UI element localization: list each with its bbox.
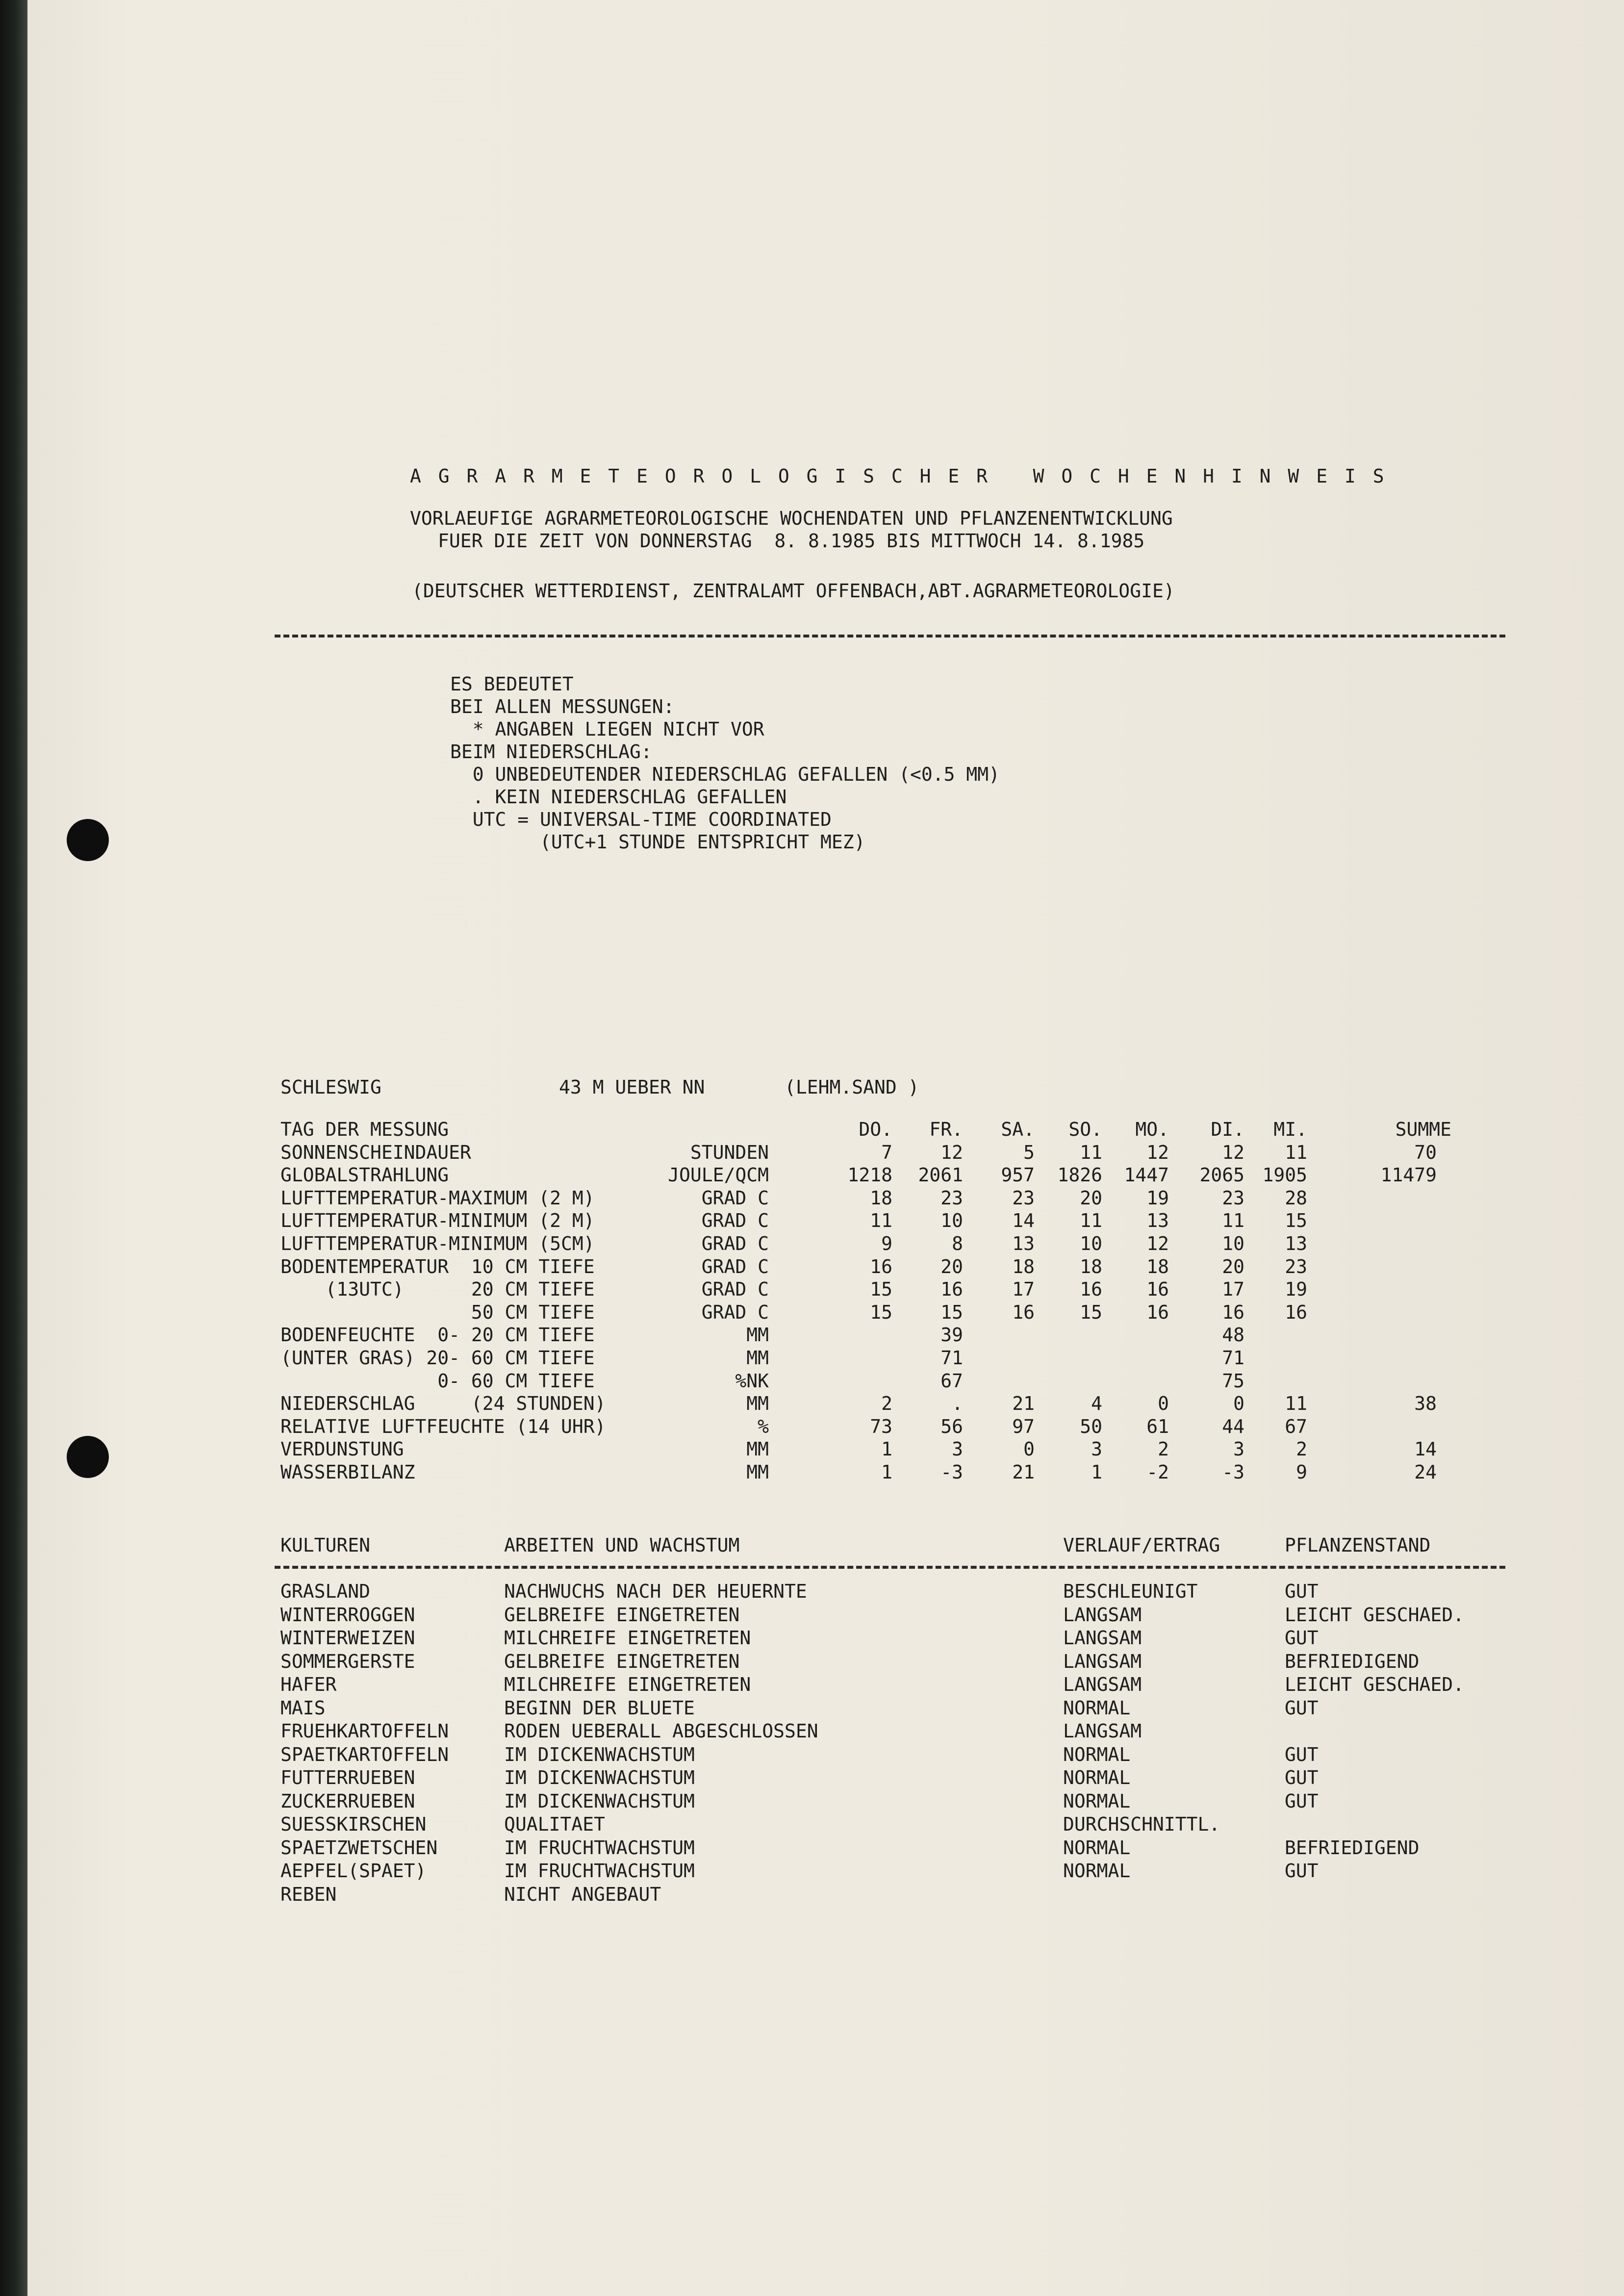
- crop-progress: NORMAL: [1063, 1860, 1131, 1882]
- crop-activity: IM DICKENWACHSTUM: [504, 1790, 695, 1812]
- sum-header: SUMME: [1395, 1119, 1451, 1140]
- weather-row-unit: MM: [746, 1438, 769, 1460]
- crop-progress: NORMAL: [1063, 1743, 1131, 1765]
- weather-sum: 70: [1414, 1141, 1437, 1163]
- crop-activity: RODEN UEBERALL ABGESCHLOSSEN: [504, 1720, 818, 1742]
- weather-value: 12: [940, 1141, 963, 1163]
- crop-name: HAFER: [280, 1674, 337, 1695]
- crop-condition: GUT: [1285, 1767, 1319, 1788]
- crop-condition: LEICHT GESCHAED.: [1285, 1674, 1465, 1695]
- day-header: MI.: [1273, 1119, 1307, 1140]
- weather-value: 17: [1012, 1278, 1035, 1301]
- crops-header: PFLANZENSTAND: [1285, 1534, 1431, 1556]
- weather-value: 67: [940, 1370, 963, 1392]
- weather-value: 20: [940, 1255, 963, 1277]
- weather-value: -2: [1146, 1461, 1169, 1483]
- header-divider: [275, 635, 1505, 638]
- weather-value: 7: [881, 1141, 892, 1163]
- weather-value: 9: [1296, 1461, 1307, 1483]
- weather-row-unit: MM: [746, 1324, 769, 1346]
- weather-value: 2: [1158, 1438, 1169, 1460]
- weather-value: .: [952, 1393, 963, 1415]
- legend-line: BEI ALLEN MESSUNGEN:: [450, 696, 675, 717]
- weather-row-unit: %NK: [735, 1370, 769, 1392]
- weather-value: 13: [1012, 1233, 1035, 1254]
- crops-header: KULTUREN: [280, 1534, 371, 1556]
- legend-line: . KEIN NIEDERSCHLAG GEFALLEN: [450, 786, 787, 808]
- punch-hole-top: [67, 819, 109, 861]
- crop-progress: LANGSAM: [1063, 1720, 1142, 1742]
- crop-condition: GUT: [1285, 1860, 1319, 1882]
- crop-name: FUTTERRUEBEN: [280, 1767, 415, 1788]
- crop-name: SPAETKARTOFFELN: [280, 1743, 449, 1765]
- weather-value: 9: [881, 1233, 892, 1254]
- weather-row-unit: GRAD C: [701, 1278, 769, 1301]
- crop-progress: NORMAL: [1063, 1767, 1131, 1788]
- report-title: A G R A R M E T E O R O L O G I S C H E R W O C H E N H I N W E I S: [410, 465, 1387, 487]
- weather-value: 1: [1091, 1461, 1102, 1483]
- crop-condition: BEFRIEDIGEND: [1285, 1650, 1420, 1672]
- weather-value: 67: [1285, 1415, 1307, 1437]
- weather-value: 44: [1222, 1415, 1244, 1437]
- legend-line: UTC = UNIVERSAL-TIME COORDINATED: [450, 809, 832, 830]
- weather-value: 5: [1023, 1141, 1035, 1163]
- weather-value: 10: [1080, 1233, 1102, 1254]
- weather-value: 97: [1012, 1415, 1035, 1437]
- weather-row-unit: %: [758, 1415, 769, 1437]
- weather-row-label: LUFTTEMPERATUR-MINIMUM (5CM): [280, 1233, 595, 1254]
- weather-row-label: 50 CM TIEFE: [280, 1301, 595, 1323]
- weather-value: 18: [870, 1187, 892, 1209]
- weather-row-unit: GRAD C: [701, 1255, 769, 1277]
- legend-line: 0 UNBEDEUTENDER NIEDERSCHLAG GEFALLEN (<0.5 MM): [450, 764, 1000, 785]
- crop-progress: NORMAL: [1063, 1837, 1131, 1859]
- crop-condition: GUT: [1285, 1697, 1319, 1719]
- weather-row-label: WASSERBILANZ: [280, 1461, 415, 1483]
- station-elevation: 43 M UEBER NN: [559, 1076, 705, 1098]
- weather-value: 11: [1285, 1141, 1307, 1163]
- weather-value: 23: [1012, 1187, 1035, 1209]
- crop-name: SPAETZWETSCHEN: [280, 1837, 438, 1859]
- weather-value: 8: [952, 1233, 963, 1254]
- crop-activity: BEGINN DER BLUETE: [504, 1697, 695, 1719]
- weather-value: 50: [1080, 1415, 1102, 1437]
- crop-condition: GUT: [1285, 1743, 1319, 1765]
- weather-value: 1218: [847, 1164, 892, 1186]
- day-header: SO.: [1068, 1119, 1102, 1140]
- crop-condition: BEFRIEDIGEND: [1285, 1837, 1420, 1859]
- weather-value: 16: [1285, 1301, 1307, 1323]
- crop-progress: DURCHSCHNITTL.: [1063, 1813, 1220, 1835]
- weather-value: 2: [881, 1393, 892, 1415]
- day-header: DO.: [859, 1119, 892, 1140]
- crop-name: REBEN: [280, 1883, 337, 1905]
- weather-value: 15: [870, 1278, 892, 1301]
- crop-progress: LANGSAM: [1063, 1604, 1142, 1626]
- crops-header-divider: [275, 1566, 1505, 1569]
- crop-activity: NICHT ANGEBAUT: [504, 1883, 661, 1905]
- crop-name: WINTERROGGEN: [280, 1604, 415, 1626]
- weather-sum: 14: [1414, 1438, 1437, 1460]
- punch-hole-bottom: [67, 1436, 109, 1478]
- weather-row-label: 0- 60 CM TIEFE: [280, 1370, 595, 1392]
- weather-sum: 38: [1414, 1393, 1437, 1415]
- weather-value: 11: [1080, 1141, 1102, 1163]
- weather-value: 10: [940, 1210, 963, 1232]
- weather-value: 18: [1080, 1255, 1102, 1277]
- weather-value: 28: [1285, 1187, 1307, 1209]
- weather-value: 10: [1222, 1233, 1244, 1254]
- crop-activity: QUALITAET: [504, 1813, 605, 1835]
- station-name: SCHLESWIG: [280, 1076, 381, 1098]
- weather-value: 15: [1285, 1210, 1307, 1232]
- weather-value: 48: [1222, 1324, 1244, 1346]
- weather-value: 1: [881, 1461, 892, 1483]
- weather-row-label: LUFTTEMPERATUR-MINIMUM (2 M): [280, 1210, 595, 1232]
- weather-value: 3: [1091, 1438, 1102, 1460]
- legend-line: ES BEDEUTET: [450, 673, 574, 695]
- weather-value: 0: [1158, 1393, 1169, 1415]
- scan-edge-strip: [0, 0, 27, 2296]
- day-header: MO.: [1135, 1119, 1169, 1140]
- weather-value: 20: [1080, 1187, 1102, 1209]
- weather-row-unit: GRAD C: [701, 1187, 769, 1209]
- crop-activity: IM DICKENWACHSTUM: [504, 1767, 695, 1788]
- weather-value: 75: [1222, 1370, 1244, 1392]
- weather-value: 3: [952, 1438, 963, 1460]
- crop-name: GRASLAND: [280, 1581, 371, 1602]
- crop-activity: NACHWUCHS NACH DER HEUERNTE: [504, 1581, 807, 1602]
- crop-progress: NORMAL: [1063, 1790, 1131, 1812]
- weather-value: 15: [1080, 1301, 1102, 1323]
- weather-value: 18: [1146, 1255, 1169, 1277]
- crops-header: VERLAUF/ERTRAG: [1063, 1534, 1220, 1556]
- crop-condition: GUT: [1285, 1790, 1319, 1812]
- crop-condition: LEICHT GESCHAED.: [1285, 1604, 1465, 1626]
- crop-activity: IM FRUCHTWACHSTUM: [504, 1837, 695, 1859]
- crop-progress: LANGSAM: [1063, 1650, 1142, 1672]
- weather-value: 73: [870, 1415, 892, 1437]
- crop-name: FRUEHKARTOFFELN: [280, 1720, 449, 1742]
- crop-name: SOMMERGERSTE: [280, 1650, 415, 1672]
- weather-value: 1905: [1262, 1164, 1307, 1186]
- weather-value: 16: [1222, 1301, 1244, 1323]
- weather-value: 16: [1146, 1278, 1169, 1301]
- report-subtitle-1: VORLAEUFIGE AGRARMETEOROLOGISCHE WOCHENDATEN UND PFLANZENENTWICKLUNG: [410, 508, 1173, 529]
- weather-value: 23: [1222, 1187, 1244, 1209]
- weather-sum: 24: [1414, 1461, 1437, 1483]
- weather-row-label: LUFTTEMPERATUR-MAXIMUM (2 M): [280, 1187, 595, 1209]
- weather-value: 61: [1146, 1415, 1169, 1437]
- weather-value: 23: [940, 1187, 963, 1209]
- crop-name: SUESSKIRSCHEN: [280, 1813, 427, 1835]
- weather-value: 1: [881, 1438, 892, 1460]
- weather-value: 16: [870, 1255, 892, 1277]
- weather-value: 2: [1296, 1438, 1307, 1460]
- legend-line: * ANGABEN LIEGEN NICHT VOR: [450, 718, 764, 740]
- day-header: DI.: [1211, 1119, 1244, 1140]
- weather-row-unit: STUNDEN: [690, 1141, 769, 1163]
- weather-value: 17: [1222, 1278, 1244, 1301]
- crop-activity: MILCHREIFE EINGETRETEN: [504, 1627, 751, 1649]
- crop-activity: GELBREIFE EINGETRETEN: [504, 1604, 740, 1626]
- crop-condition: GUT: [1285, 1581, 1319, 1602]
- weather-value: 16: [1080, 1278, 1102, 1301]
- weather-row-unit: MM: [746, 1347, 769, 1369]
- weather-value: 3: [1233, 1438, 1244, 1460]
- crop-activity: GELBREIFE EINGETRETEN: [504, 1650, 740, 1672]
- crop-condition: GUT: [1285, 1627, 1319, 1649]
- weather-row-unit: MM: [746, 1393, 769, 1415]
- weather-row-label: RELATIVE LUFTFEUCHTE (14 UHR): [280, 1415, 606, 1437]
- crop-name: ZUCKERRUEBEN: [280, 1790, 415, 1812]
- weather-value: 23: [1285, 1255, 1307, 1277]
- weather-value: 13: [1146, 1210, 1169, 1232]
- weather-value: -3: [1222, 1461, 1244, 1483]
- weather-value: 4: [1091, 1393, 1102, 1415]
- weather-row-unit: MM: [746, 1461, 769, 1483]
- weather-row-unit: GRAD C: [701, 1301, 769, 1323]
- weather-value: 71: [940, 1347, 963, 1369]
- weather-row-label: BODENFEUCHTE 0- 20 CM TIEFE: [280, 1324, 595, 1346]
- legend-line: BEIM NIEDERSCHLAG:: [450, 741, 652, 763]
- weather-value: 20: [1222, 1255, 1244, 1277]
- weather-value: 957: [1001, 1164, 1035, 1186]
- weather-value: 13: [1285, 1233, 1307, 1254]
- weather-value: 21: [1012, 1461, 1035, 1483]
- crop-name: AEPFEL(SPAET): [280, 1860, 427, 1882]
- station-soil: (LEHM.SAND ): [785, 1076, 919, 1098]
- weather-value: 11: [1285, 1393, 1307, 1415]
- weather-row-label: VERDUNSTUNG: [280, 1438, 404, 1460]
- crop-activity: MILCHREIFE EINGETRETEN: [504, 1674, 751, 1695]
- weather-row-label: BODENTEMPERATUR 10 CM TIEFE: [280, 1255, 595, 1277]
- weather-value: 56: [940, 1415, 963, 1437]
- crop-progress: LANGSAM: [1063, 1627, 1142, 1649]
- weather-value: 15: [940, 1301, 963, 1323]
- report-subtitle-2: FUER DIE ZEIT VON DONNERSTAG 8. 8.1985 BIS MITTWOCH 14. 8.1985: [438, 530, 1145, 552]
- weather-value: 39: [940, 1324, 963, 1346]
- weather-value: 12: [1146, 1233, 1169, 1254]
- weather-value: 71: [1222, 1347, 1244, 1369]
- weather-value: 0: [1023, 1438, 1035, 1460]
- weather-value: 11: [870, 1210, 892, 1232]
- weather-value: 12: [1222, 1141, 1244, 1163]
- weather-value: 2065: [1199, 1164, 1244, 1186]
- weather-value: -3: [940, 1461, 963, 1483]
- weather-value: 11: [1080, 1210, 1102, 1232]
- weather-value: 1826: [1057, 1164, 1102, 1186]
- weather-row-label: NIEDERSCHLAG (24 STUNDEN): [280, 1393, 606, 1415]
- day-header: FR.: [929, 1119, 963, 1140]
- weather-value: 18: [1012, 1255, 1035, 1277]
- weather-value: 21: [1012, 1393, 1035, 1415]
- weather-row-unit: GRAD C: [701, 1233, 769, 1254]
- weather-row-label: SONNENSCHEINDAUER: [280, 1141, 471, 1163]
- weather-header-label: TAG DER MESSUNG: [280, 1119, 449, 1140]
- crop-activity: IM FRUCHTWACHSTUM: [504, 1860, 695, 1882]
- day-header: SA.: [1001, 1119, 1035, 1140]
- weather-sum: 11479: [1380, 1164, 1437, 1186]
- weather-value: 11: [1222, 1210, 1244, 1232]
- weather-row-label: (13UTC) 20 CM TIEFE: [280, 1278, 595, 1301]
- weather-value: 1447: [1124, 1164, 1169, 1186]
- weather-row-label: GLOBALSTRAHLUNG: [280, 1164, 449, 1186]
- report-source: (DEUTSCHER WETTERDIENST, ZENTRALAMT OFFENBACH,ABT.AGRARMETEOROLOGIE): [412, 580, 1175, 602]
- weather-value: 19: [1146, 1187, 1169, 1209]
- crop-activity: IM DICKENWACHSTUM: [504, 1743, 695, 1765]
- weather-row-label: (UNTER GRAS) 20- 60 CM TIEFE: [280, 1347, 595, 1369]
- crop-name: WINTERWEIZEN: [280, 1627, 415, 1649]
- weather-value: 16: [940, 1278, 963, 1301]
- weather-value: 2061: [918, 1164, 963, 1186]
- weather-row-unit: GRAD C: [701, 1210, 769, 1232]
- crops-header: ARBEITEN UND WACHSTUM: [504, 1534, 740, 1556]
- weather-value: 16: [1146, 1301, 1169, 1323]
- weather-value: 12: [1146, 1141, 1169, 1163]
- weather-value: 15: [870, 1301, 892, 1323]
- weather-value: 0: [1233, 1393, 1244, 1415]
- crop-progress: LANGSAM: [1063, 1674, 1142, 1695]
- weather-value: 19: [1285, 1278, 1307, 1301]
- weather-row-unit: JOULE/QCM: [668, 1164, 769, 1186]
- crop-progress: BESCHLEUNIGT: [1063, 1581, 1198, 1602]
- weather-value: 14: [1012, 1210, 1035, 1232]
- legend-line: (UTC+1 STUNDE ENTSPRICHT MEZ): [450, 831, 865, 853]
- crop-progress: NORMAL: [1063, 1697, 1131, 1719]
- crop-name: MAIS: [280, 1697, 326, 1719]
- weather-value: 16: [1012, 1301, 1035, 1323]
